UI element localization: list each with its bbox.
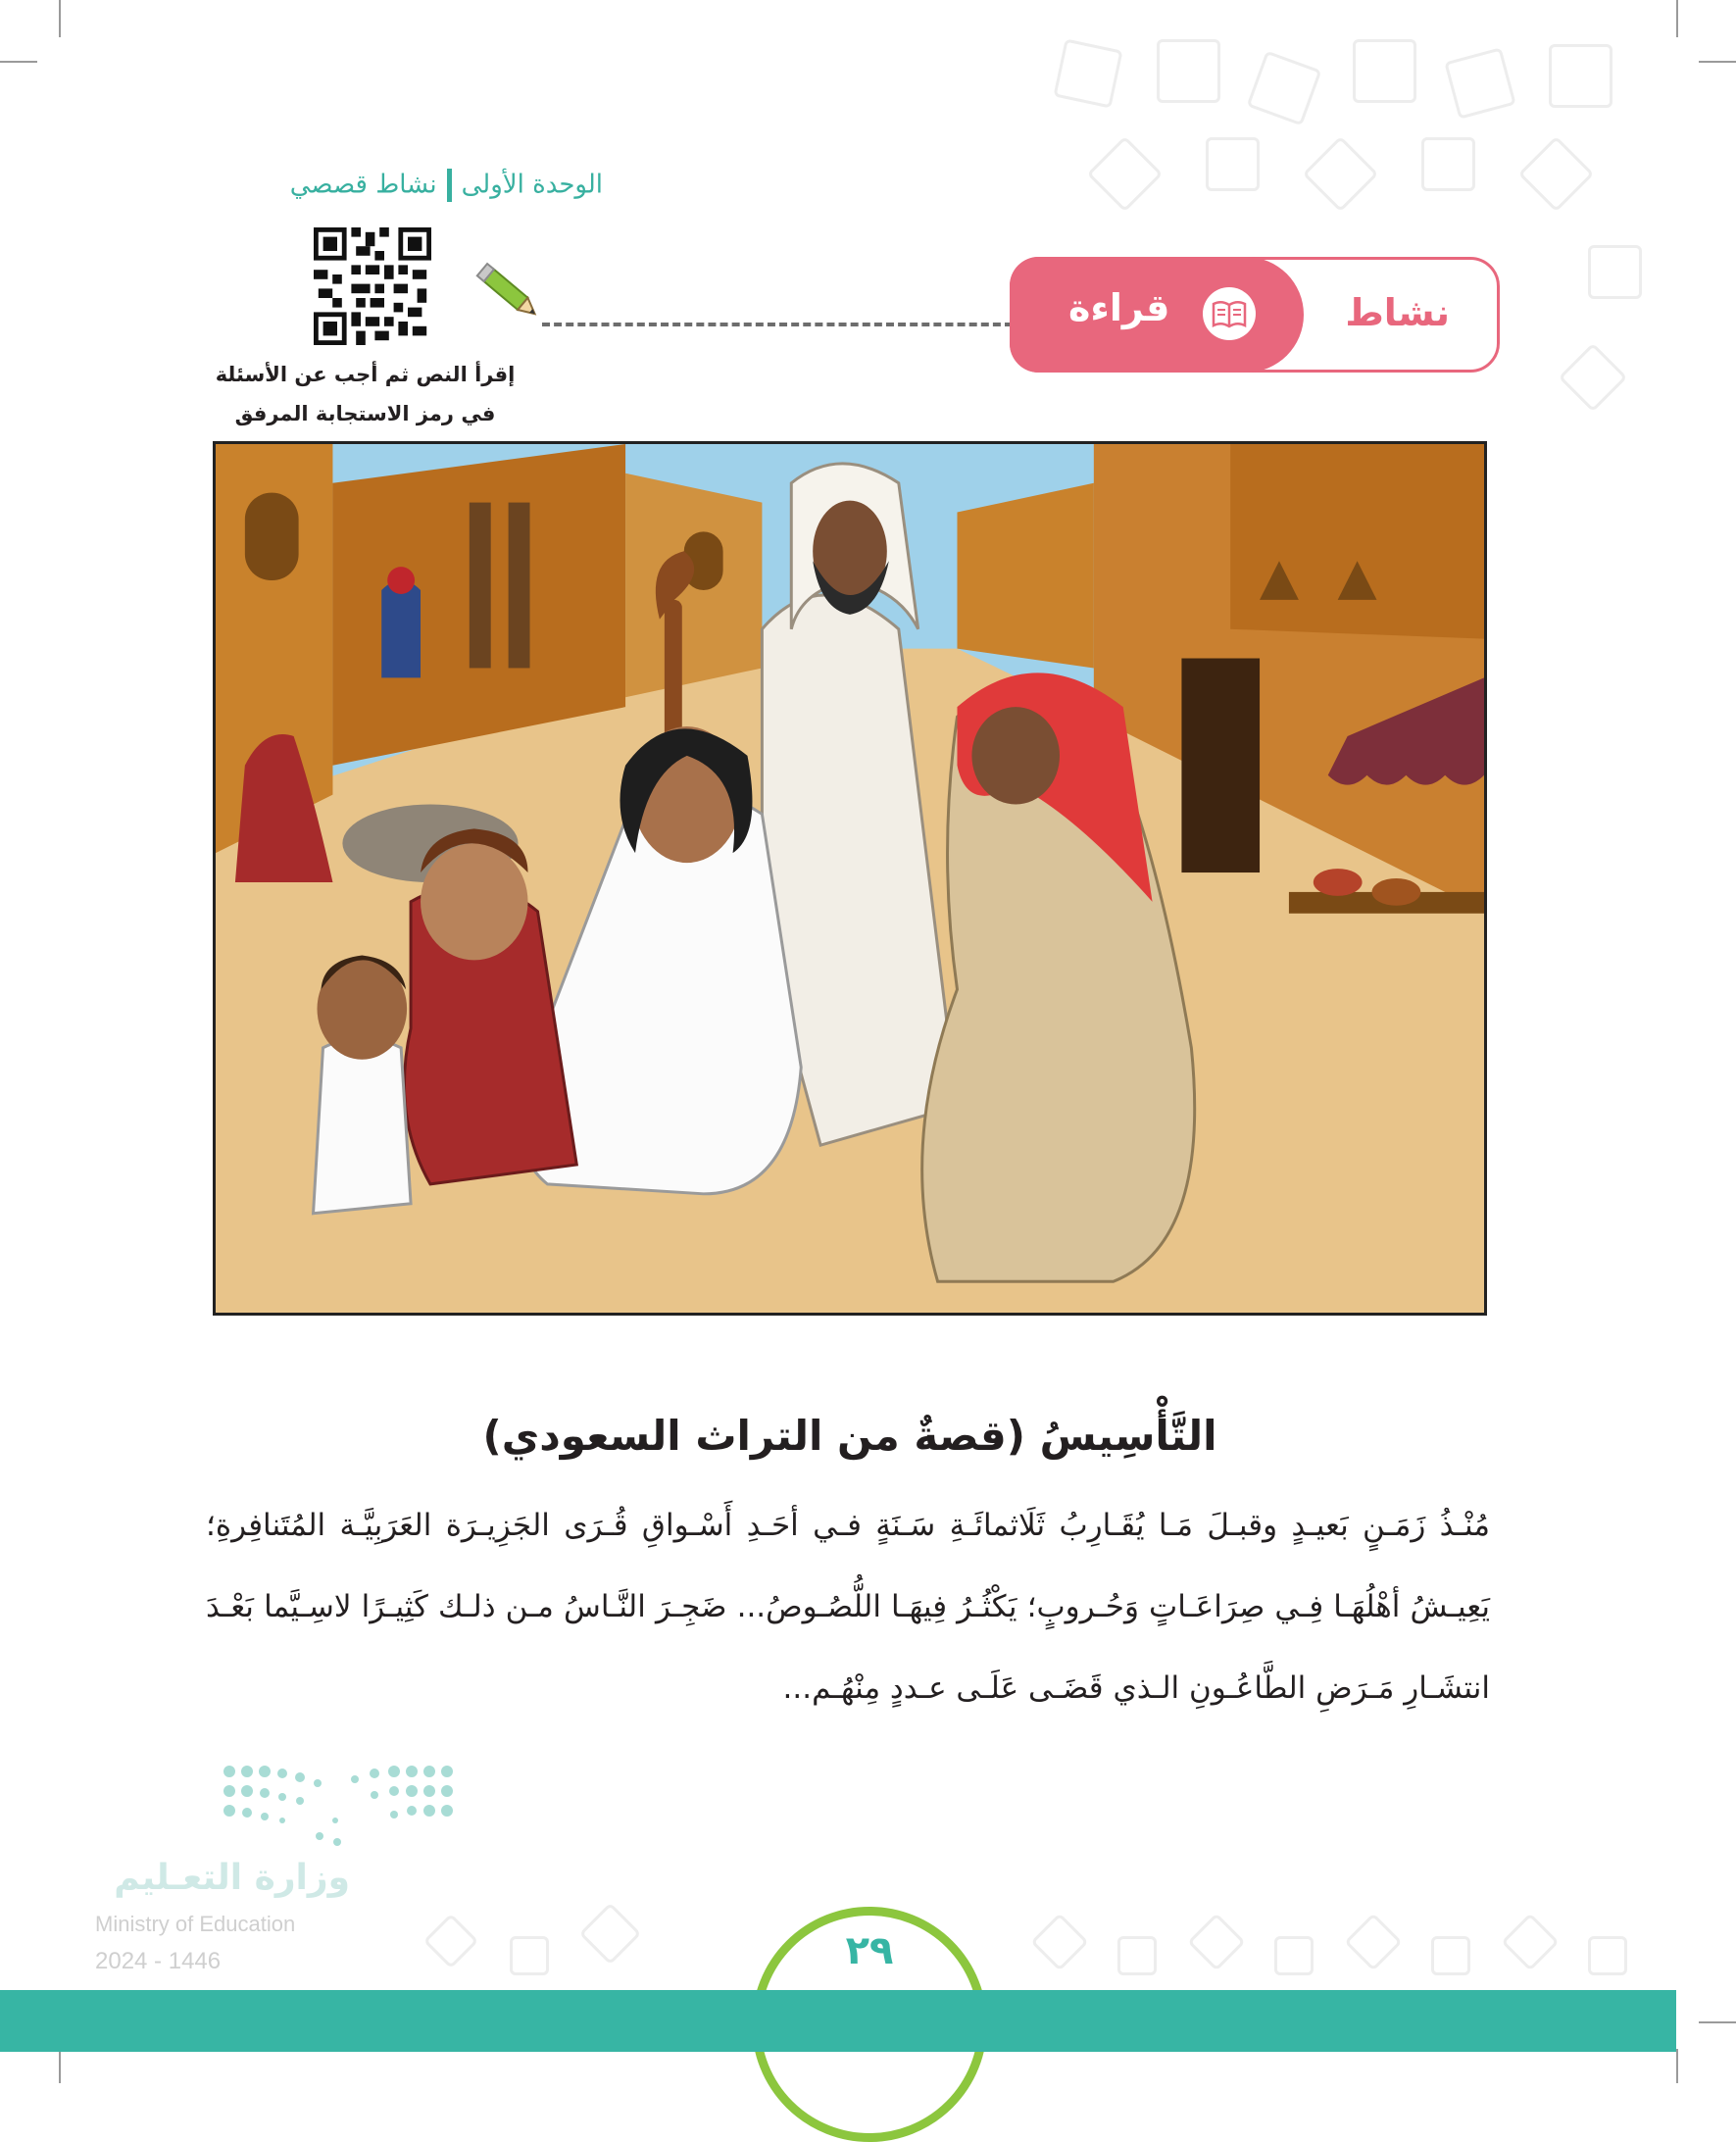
ministry-name-arabic: وزارة التعـليم [114,1858,350,1898]
qr-code-icon[interactable] [314,227,431,345]
crop-mark [59,2049,61,2083]
activity-type-pill [1010,257,1304,373]
activity-label: نشاط [1345,291,1450,334]
story-illustration [213,441,1487,1316]
pencil-icon [469,257,547,325]
ministry-logo-dots [218,1760,458,1848]
ministry-name-english: Ministry of Education [95,1912,296,1936]
breadcrumb-section: نشاط قصصي [289,170,437,200]
breadcrumb-unit: الوحدة الأولى [461,170,603,200]
qr-caption [196,355,534,433]
crop-mark [59,0,61,37]
page-number: ٢٩ [845,1928,894,1973]
crop-mark [1699,2021,1736,2023]
breadcrumb [211,169,603,202]
crop-mark [1676,2049,1678,2083]
open-book-icon [1202,286,1257,341]
ministry-year: 2024 - 1446 [95,1948,222,1974]
dashed-connector [542,323,1013,326]
crop-mark [1676,0,1678,37]
breadcrumb-separator [447,169,452,202]
qr-caption-line: إقرأ النص ثم أجب عن الأسئلة [215,363,516,386]
activity-badge [1010,257,1500,373]
story-title: التَّأْسِيسُ (قصةٌ من التراث السعودي) [482,1412,1217,1460]
crop-mark [0,61,37,63]
story-body: مُنْـذُ زَمَـنٍ بَعيـدٍ وقبـلَ مَـا يُقَـارِبُ ثَلَاثمائَـةِ سَـنَةٍ فـي أحَـدِ أَسْـواقِ قُـرَى الجَزِيـرَة العَرَبِيَّـة المُتَنافِرةِ؛ يَعِيـشُ أهْلُهَـا فِـي صِرَاعَـاتٍ وَحُـروبٍ؛ يَكْثُـرُ فِيهَـا اللُّصُـوصُ... ضَجِـرَ النَّـاسُ مـن ذلـك كَثِيـرًا لاسِـيَّما بَعْـدَ انتشَـارِ مَـرَضِ الطَّاعُـونِ الـذي قَضَـى عَلَـى عـددٍ مِنْهُـم... [206,1508,1490,1706]
crop-mark [1699,61,1736,63]
activity-type-label: قراءة [1068,286,1170,329]
qr-caption-line: في رمز الاستجابة المرفق [234,402,496,425]
footer-band-overlay [0,1990,1676,2052]
